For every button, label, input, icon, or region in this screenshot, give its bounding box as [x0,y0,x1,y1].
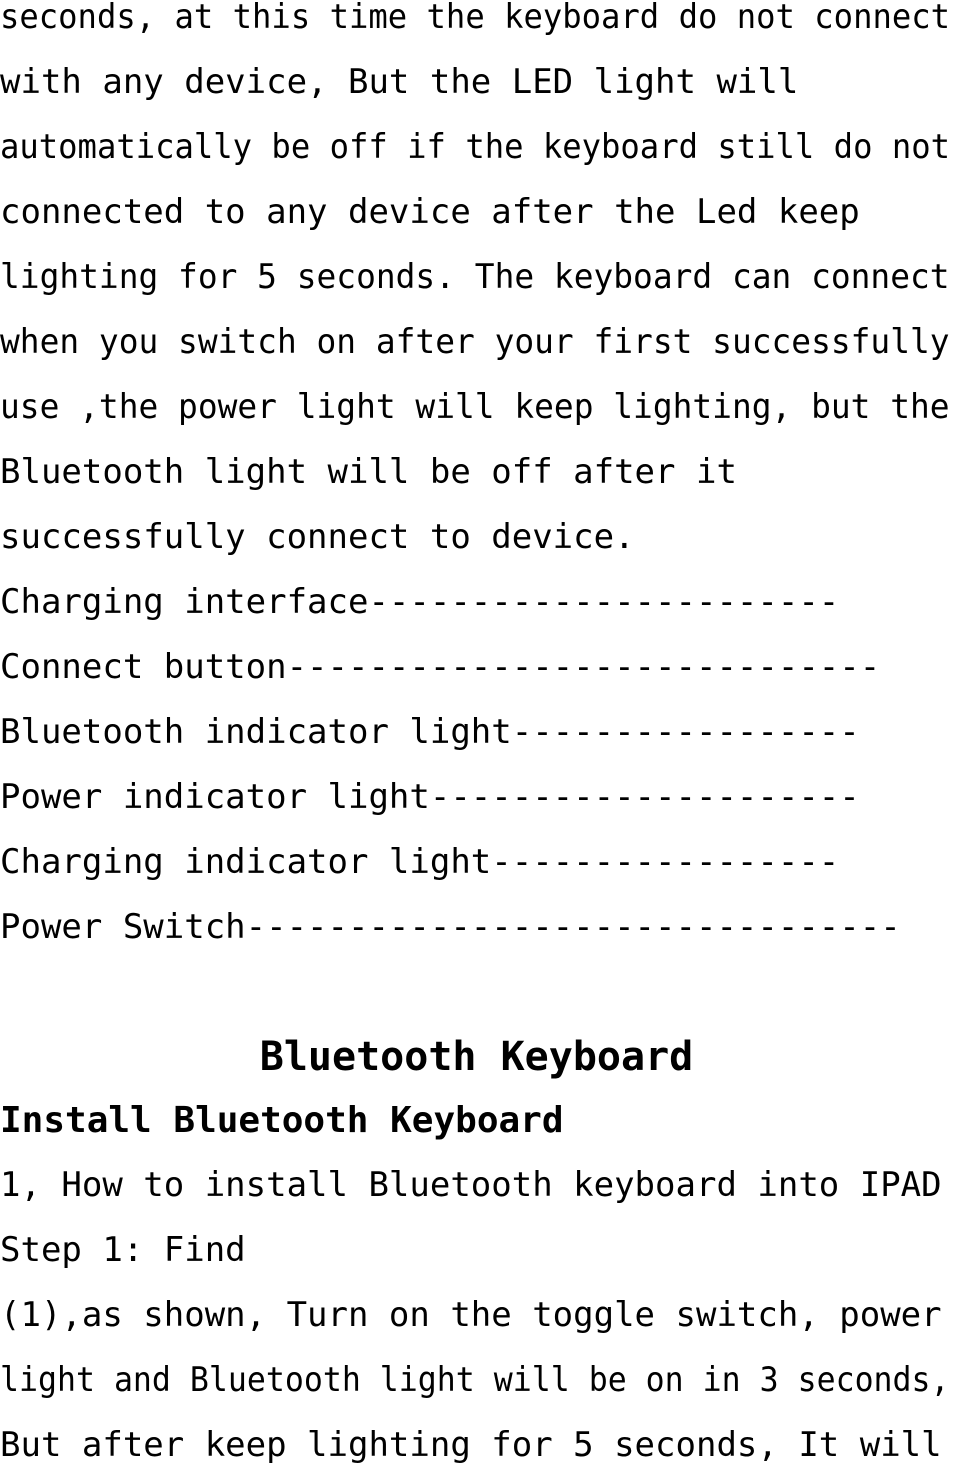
paragraph-line: with any device, But the LED light will [0,62,799,102]
part-item-power-indicator: Power indicator light--------------------- [0,777,860,817]
part-item-charging-interface: Charging interface----------------------- [0,582,840,622]
paragraph-line: connected to any device after the Led keep [0,192,860,232]
paragraph-line: seconds, at this time the keyboard do not connect [0,0,951,37]
instruction-line: (1),as shown, Turn on the toggle switch, power [0,1295,942,1335]
paragraph-line: automatically be off if the keyboard still do not [0,127,951,167]
paragraph-line: use ,the power light will keep lighting, but the [0,387,950,427]
section-title: Bluetooth Keyboard [259,1034,694,1080]
section-subtitle: Install Bluetooth Keyboard [0,1100,564,1141]
paragraph-line: lighting for 5 seconds. The keyboard can connect [0,257,950,297]
instruction-line: Step 1: Find [0,1230,246,1270]
part-item-power-switch: Power Switch-------------------------------- [0,907,901,947]
part-item-connect-button: Connect button----------------------------- [0,647,881,687]
part-item-charging-indicator: Charging indicator light----------------- [0,842,840,882]
paragraph-line: when you switch on after your first successfully [0,322,950,362]
part-item-bluetooth-indicator: Bluetooth indicator light----------------- [0,712,860,752]
instruction-line: 1, How to install Bluetooth keyboard into IPAD [0,1165,942,1205]
paragraph-line: successfully connect to device. [0,517,635,557]
instruction-line: light and Bluetooth light will be on in 3 seconds, [0,1360,950,1400]
instruction-line: But after keep lighting for 5 seconds, It will [0,1425,942,1465]
paragraph-line: Bluetooth light will be off after it [0,452,737,492]
